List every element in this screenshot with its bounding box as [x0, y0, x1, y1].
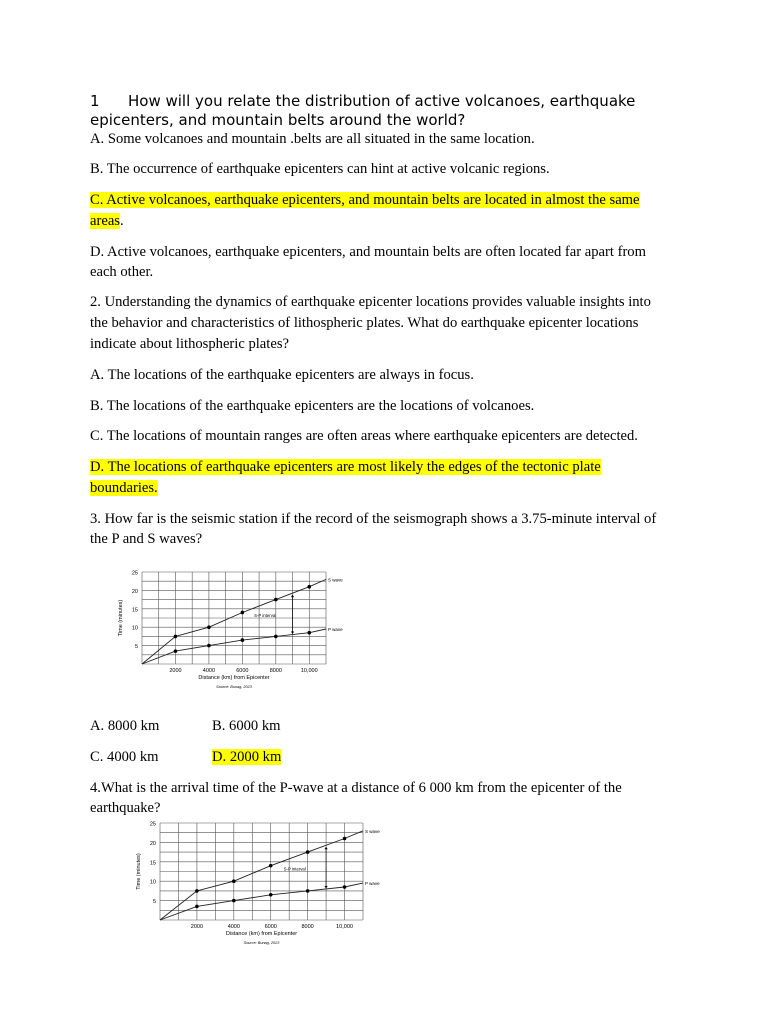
p-wave-label: P wave	[328, 627, 343, 633]
x-tick-label: 8000	[301, 924, 314, 930]
x-tick-label: 2000	[169, 668, 182, 674]
s-wave-label: S wave	[365, 828, 380, 834]
s-wave-point	[232, 879, 236, 883]
s-wave-line	[142, 579, 326, 664]
y-axis-label: Time (minutes)	[118, 599, 124, 637]
x-axis-label: Distance (km) from Epicenter	[225, 931, 298, 937]
p-wave-point	[306, 889, 310, 893]
q1-option-c-period: .	[119, 213, 124, 229]
s-wave-point	[241, 611, 245, 615]
q1-option-d-line1: D. Active volcanoes, earthquake epicenters, and mountain belts are often located far apart from	[90, 244, 646, 260]
q3-line2: the P and S waves?	[90, 531, 203, 547]
q4-line1: 4.What is the arrival time of the P-wave at a distance of 6 000 km from the epicenter of the	[90, 780, 622, 796]
q2-option-d-line2-text: boundaries.	[90, 480, 158, 496]
y-axis-label: Time (minutes)	[136, 853, 142, 890]
x-tick-label: 2000	[190, 924, 204, 930]
q1-option-b: B. The occurrence of earthquake epicenters can hint at active volcanic regions.	[90, 161, 550, 177]
x-tick-label: 4000	[227, 924, 240, 930]
q3-option-c: C. 4000 km	[90, 749, 159, 765]
y-tick-label: 15	[131, 607, 138, 614]
arrow-head-down	[324, 886, 327, 889]
x-axis-label: Distance (km) from Epicenter	[198, 675, 270, 681]
q1-text-line2: epicenters, and mountain belts around the world?	[90, 111, 466, 129]
y-tick-label: 20	[131, 588, 138, 595]
s-wave-point	[274, 598, 278, 602]
y-tick-label: 10	[149, 879, 156, 886]
x-tick-label: 6000	[236, 668, 249, 674]
p-wave-line	[160, 883, 363, 920]
y-tick-label: 5	[152, 899, 156, 906]
y-tick-label: 20	[149, 840, 156, 847]
s-wave-point	[195, 889, 199, 893]
arrow-head-up	[291, 595, 294, 598]
q2-line1: 2. Understanding the dynamics of earthquake epicenter locations provides valuable insights into	[90, 294, 651, 310]
q1-text-line1: How will you relate the distribution of active volcanoes, earthquake	[128, 92, 636, 110]
p-wave-label: P wave	[365, 881, 380, 887]
p-wave-line	[142, 629, 326, 664]
y-tick-label: 5	[134, 644, 138, 651]
x-tick-label: 10,000	[300, 668, 318, 674]
q2-option-d-line2	[90, 478, 158, 499]
p-wave-point	[195, 905, 199, 909]
x-tick-label: 4000	[202, 668, 216, 674]
q1-number: 1	[90, 92, 100, 110]
s-wave-point	[306, 850, 310, 854]
q3-option-b: B. 6000 km	[212, 718, 281, 734]
p-wave-point	[274, 635, 278, 639]
q2-option-a: A. The locations of the earthquake epicenters are always in focus.	[90, 367, 474, 383]
y-tick-label: 10	[131, 625, 138, 632]
s-wave-label: S wave	[328, 577, 343, 583]
x-tick-label: 8000	[269, 668, 282, 674]
q3-line1: 3. How far is the seismic station if the record of the seismograph shows a 3.75-minute interval of	[90, 511, 657, 527]
q2-line2: the behavior and characteristics of lithospheric plates. What do earthquake epicenter locations	[90, 315, 639, 331]
p-wave-point	[207, 644, 211, 648]
y-tick-label: 25	[149, 821, 156, 828]
s-wave-point	[269, 864, 273, 868]
p-wave-point	[307, 631, 311, 635]
q4-line2: earthquake?	[90, 800, 161, 816]
s-wave-point	[307, 585, 311, 589]
q2-line3: indicate about lithospheric plates?	[90, 336, 289, 352]
y-tick-label: 25	[131, 570, 138, 577]
s-wave-point	[343, 837, 347, 841]
p-wave-point	[174, 649, 178, 653]
q2-option-d-line1	[90, 457, 601, 478]
q3-option-a: A. 8000 km	[90, 718, 160, 734]
p-wave-point	[241, 638, 245, 642]
q2-option-b: B. The locations of the earthquake epicenters are the locations of volcanoes.	[90, 398, 535, 414]
q2-option-d-line1-text: D. The locations of earthquake epicenters are most likely the edges of the tectonic plate	[90, 459, 601, 475]
p-wave-point	[232, 899, 236, 903]
chart-2	[133, 816, 388, 958]
x-tick-label: 10,000	[336, 924, 353, 930]
q1-option-c-areas: areas	[90, 213, 120, 229]
s-wave-line	[160, 831, 363, 920]
p-wave-point	[343, 885, 347, 889]
q1-option-c-line1: C. Active volcanoes, earthquake epicenters, and mountain belts are located in almost the same	[90, 192, 640, 208]
source-caption: Source: Bunag, 2023	[243, 941, 280, 945]
arrow-head-down	[291, 632, 294, 635]
chart-1-svg	[115, 564, 350, 700]
q1-option-c-cont	[90, 211, 124, 232]
q1-option-d-line2: each other.	[90, 264, 154, 280]
x-tick-label: 6000	[264, 924, 277, 930]
s-p-interval-label: S-P interval	[283, 866, 306, 872]
s-p-interval-label: S-P interval	[254, 612, 277, 618]
s-wave-point	[207, 625, 211, 629]
p-wave-point	[269, 893, 273, 897]
s-wave-point	[174, 635, 178, 639]
arrow-head-up	[324, 847, 327, 850]
y-tick-label: 15	[149, 860, 156, 867]
chart-1	[115, 564, 350, 700]
source-caption: Source: Bunag, 2023	[216, 685, 252, 689]
q1-option-a: A. Some volcanoes and mountain .belts are all situated in the same location.	[90, 131, 535, 147]
chart-2-svg	[133, 816, 388, 958]
q2-option-c: C. The locations of mountain ranges are often areas where earthquake epicenters are detected.	[90, 428, 638, 444]
q1-option-c	[90, 190, 640, 211]
q3-option-d-text: D. 2000 km	[212, 749, 282, 765]
q3-option-d	[212, 747, 281, 768]
